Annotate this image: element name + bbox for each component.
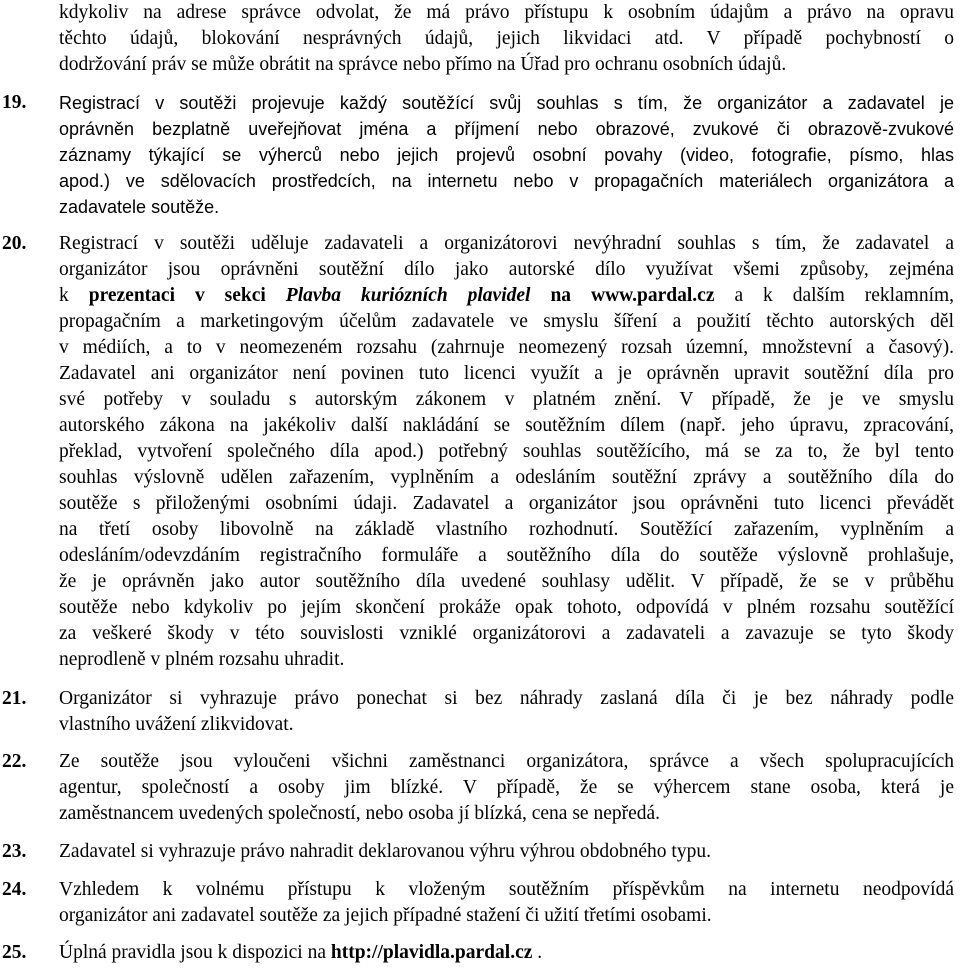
text-line: organizátor ani zadavatel soutěže za jejich případné stažení či užití třetími osobami. [59,905,712,926]
text-line [59,283,954,309]
text-line: těchto údajů, blokování nesprávných údajů, jejich likvidaci atd. V případě pochybností o [59,28,954,49]
text-line: dodržování práv se může obrátit na správce nebo přímo na Úřad pro ochranu osobních údajů. [59,54,787,75]
text-line: Registrací v soutěži uděluje zadavateli a organizátorovi nevýhradní souhlas s tím, že zadavatel a [59,233,954,254]
clause-text [59,877,954,929]
clause-number: 25. [2,942,27,963]
clause-text [59,90,954,220]
rules-link[interactable]: http://plavidla.pardal.cz [330,942,533,963]
clause-text [59,839,954,865]
text-line: soutěže s přiloženými osobními údaji. Zadavatel a organizátor jsou oprávněni tuto licenci převádět [59,493,954,514]
text-run: . [532,942,543,963]
text-line: Ze soutěže jsou vyloučeni všichni zaměstnanci organizátora, správce a všech spolupracujících [59,751,954,772]
text-line: kdykoliv na adrese správce odvolat, že má právo přístupu k osobním údajům a právo na opravu [59,2,954,23]
text-line: Organizátor si vyhrazuje právo ponechat si bez náhrady zaslaná díla či je bez náhrady podle [59,688,954,709]
clause-text [59,686,954,738]
text-line: souhlas výslovně udělen zařazením, vyplněním a odesláním soutěžní zprávy a soutěžního díla do [59,467,954,488]
text-line: překlad, vytvoření společného díla apod.) potřebný souhlas soutěžícího, má se za to, že byl tento [59,441,954,462]
text-line: vlastního uvážení zlikvidovat. [59,714,294,735]
clause-text [59,749,954,827]
text-line: Zadavatel ani organizátor není povinen tuto licenci využít a je oprávněn upravit soutěžní díla pro [59,363,954,384]
text-run: k [59,285,89,306]
text-line: Registrací v soutěži projevuje každý soutěžící svůj souhlas s tím, že organizátor a zadavatel je [59,93,954,113]
clause-number: 24. [2,879,27,900]
text-line: na třetí osoby libovolně na základě vlastního rozhodnutí. Soutěžící zařazením, vyplněním a [59,519,954,540]
text-line: Zadavatel si vyhrazuje právo nahradit deklarovanou výhru výhrou obdobného typu. [59,841,711,862]
text-line: soutěže nebo kdykoliv po jejím skončení prokáže opak tohoto, odpovídá v plném rozsahu soutěžící [59,597,954,618]
text-line: zadavatele soutěže. [59,197,220,217]
text-line [59,940,954,966]
intro-text [59,0,954,78]
clause-text [59,940,954,966]
text-line: za veškeré škody v této souvislosti vzniklé organizátorovi a zadavateli a zavazuje se tyto škody [59,623,954,644]
clause-number: 20. [2,233,27,254]
clause-number: 19. [2,92,27,113]
text-line: oprávněn bezplatně uveřejňovat jména a příjmení nebo obrazové, zvukové či obrazově-zvukové [59,119,954,139]
text-line: autorského zákona na jakékoliv další nakládání se soutěžním dílem (např. jeho úpravu, zpracování, [59,415,954,436]
bold-text: prezentaci v sekci [88,285,266,306]
text-line: záznamy týkající se výherců nebo jejich projevů osobní povahy (video, fotografie, písmo, hlas [59,145,954,165]
text-line: agentur, společností a osoby jim blízké. V případě, že se výhercem stane osoba, která je [59,777,954,798]
text-line: apod.) ve sdělovacích prostředcích, na internetu nebo v propagačních materiálech organizátora a [59,171,954,191]
text-run: Úplná pravidla jsou k dispozici na [59,942,331,963]
text-line: své potřeby v souladu s autorským zákonem v platném znění. V případě, že je ve smyslu [59,389,954,410]
text-line: zaměstnancem uvedených společností, nebo osoba jí blízká, cena se nepředá. [59,803,661,824]
text-line: že je oprávněn jako autor soutěžního díla uvedené souhlasy udělit. V případě, že se v průběhu [59,571,954,592]
text-line: propagačním a marketingovým účelům zadavatele ve smyslu šíření a použití těchto autorských děl [59,311,954,332]
website-reference: na www.pardal.cz [550,285,715,306]
clause-number: 22. [2,751,27,772]
text-line: neprodleně v plném rozsahu uhradit. [59,649,345,670]
text-line: odesláním/odevzdáním registračního formuláře a soutěžního díla do soutěže výslovně prohlašuje, [59,545,954,566]
clause-text [59,231,954,673]
text-line: organizátor jsou oprávněni soutěžní dílo jako autorské dílo využívat všemi způsoby, zejména [59,259,954,280]
text-line: v médiích, a to v neomezeném rozsahu (zahrnuje neomezený rozsah územní, množstevní a časový). [59,337,954,358]
clause-number: 23. [2,841,27,862]
text-run: a k dalším reklamním, [714,285,955,306]
clause-number: 21. [2,688,27,709]
text-line: Vzhledem k volnému přístupu k vloženým soutěžním příspěvkům na internetu neodpovídá [59,879,954,900]
section-name: Plavba kuriózních plavidel [285,285,531,306]
